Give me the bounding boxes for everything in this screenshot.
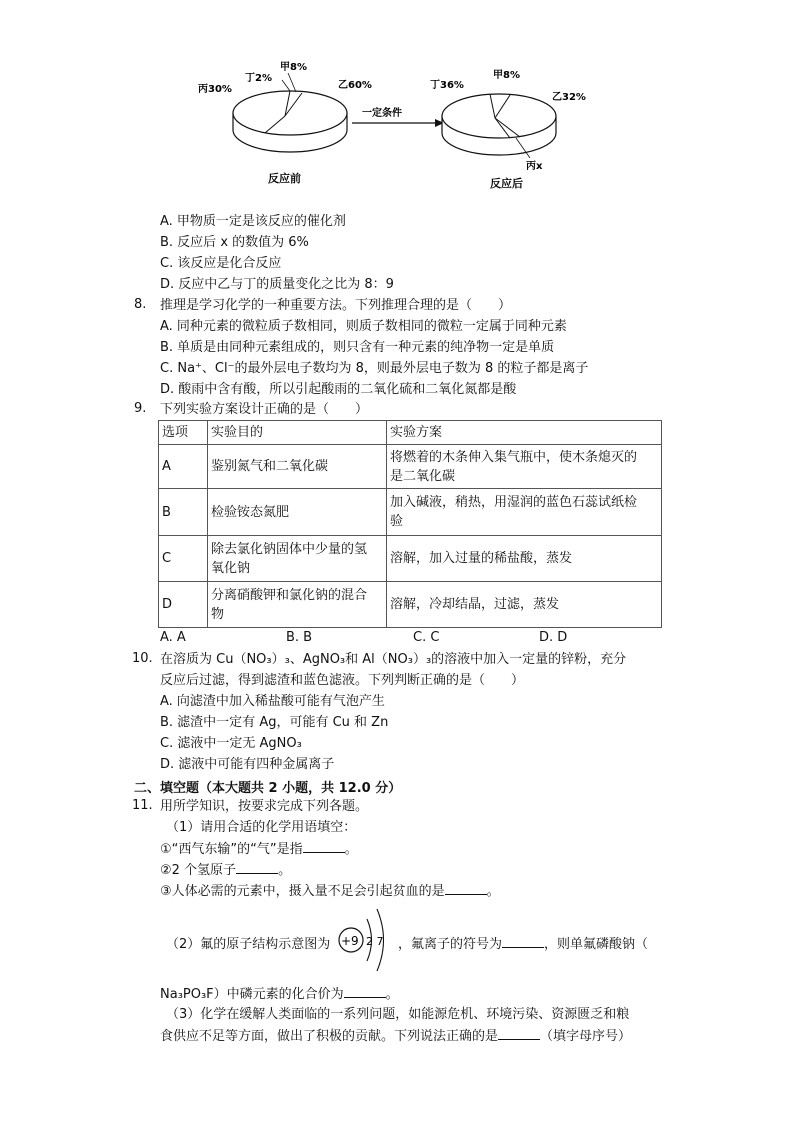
q9-answer-d: D. D: [539, 630, 568, 645]
label-before-bing: 丙30%: [198, 84, 232, 95]
q8-option-a: A. 同种元素的微粒质子数相同，则质子数相同的微粒一定属于同种元素: [160, 319, 567, 334]
row-c-plan: 溶解，加入过量的稀盐酸，蒸发: [387, 536, 662, 582]
pie-before: [233, 73, 347, 152]
row-c-option: C: [159, 536, 208, 582]
q10-option-d: D. 滤液中可能有四种金属离子: [160, 757, 335, 772]
table-row: [159, 582, 662, 628]
answer-blank[interactable]: [498, 1027, 540, 1040]
q9-answer-c: C. C: [413, 630, 440, 645]
label-after-bing: 丙x: [526, 161, 543, 172]
row-a-goal: 鉴别氮气和二氧化碳: [208, 445, 387, 489]
row-d-goal: 分离硝酸钾和氯化钠的混合 物: [208, 582, 387, 628]
q11-stem: 用所学知识，按要求完成下列各题。: [160, 799, 369, 814]
q11-number: 11.: [132, 798, 153, 813]
caption-before: 反应前: [268, 172, 301, 185]
answer-blank[interactable]: [502, 935, 544, 948]
table-header-row: [159, 421, 662, 445]
nucleus-charge: +9: [341, 934, 359, 948]
section-title-fill-in: 二、填空题（本大题共 2 小题，共 12.0 分）: [134, 781, 402, 796]
q7-option-c: C. 该反应是化合反应: [160, 256, 282, 271]
table-row: [159, 489, 662, 536]
caption-after: 反应后: [490, 177, 523, 190]
q10-stem-line1: 在溶质为 Cu（NO₃）₃、AgNO₃和 Al（NO₃）₃的溶液中加入一定量的锌粉，充分: [160, 652, 627, 667]
row-d-plan: 溶解，冷却结晶，过滤，蒸发: [387, 582, 662, 628]
q8-option-c: C. Na⁺、Cl⁻的最外层电子数均为 8，则最外层电子数为 8 的粒子都是离子: [160, 361, 589, 376]
q9-stem: 下列实验方案设计正确的是（ ）: [160, 402, 369, 417]
q7-option-d: D. 反应中乙与丁的质量变化之比为 8：9: [160, 277, 394, 292]
q11-sub2: ②2 个氢原子 。: [160, 863, 292, 878]
answer-blank[interactable]: [445, 882, 487, 895]
q11-part2-line2: Na₃PO₃F）中磷元素的化合价为 。: [160, 987, 399, 1002]
arrow-label: 一定条件: [362, 108, 402, 119]
q10-option-b: B. 滤渣中一定有 Ag，可能有 Cu 和 Zn: [160, 715, 389, 730]
q11-part2-tail: ，氟离子的符号为 ，则单氟磷酸钠（: [398, 937, 649, 952]
q11-part2-text: （2）氟的原子结构示意图为: [166, 937, 331, 952]
pie-after: [442, 94, 556, 158]
q7-option-a: A. 甲物质一定是该反应的催化剂: [160, 214, 346, 229]
label-before-ding: 丁2%: [245, 73, 272, 84]
row-a-plan: 将燃着的木条伸入集气瓶中，使木条熄灭的 是二氧化碳: [387, 445, 662, 489]
experiment-plan-table: [158, 420, 662, 628]
row-d-option: D: [159, 582, 208, 628]
table-row: [159, 536, 662, 582]
answer-blank[interactable]: [303, 840, 345, 853]
label-after-jia: 甲8%: [493, 70, 520, 81]
electron-shells: 2 7: [366, 935, 384, 948]
answer-blank[interactable]: [344, 985, 386, 998]
q8-stem: 推理是学习化学的一种重要方法。下列推理合理的是（ ）: [160, 298, 512, 313]
label-before-yi: 乙60%: [338, 80, 372, 91]
q9-number: 9.: [134, 401, 147, 416]
q11-sub1: ①“西气东输”的“气”是指 。: [160, 842, 358, 857]
q8-option-b: B. 单质是由同种元素组成的，则只含有一种元素的纯净物一定是单质: [160, 340, 555, 355]
q11-part3-line2: 食供应不足等方面，做出了积极的贡献。下列说法正确的是 （填字母序号）: [160, 1029, 632, 1044]
header-plan: 实验方案: [387, 421, 662, 445]
q10-option-a: A. 向滤渣中加入稀盐酸可能有气泡产生: [160, 694, 385, 709]
q9-answer-b: B. B: [286, 630, 313, 645]
q10-option-c: C. 滤液中一定无 AgNO₃: [160, 736, 302, 751]
q11-part1: （1）请用合适的化学用语填空：: [166, 820, 357, 835]
label-before-jia: 甲8%: [280, 62, 307, 73]
table-row: [159, 445, 662, 489]
q8-option-d: D. 酸雨中含有酸，所以引起酸雨的二氧化硫和二氧化氮都是酸: [160, 382, 517, 397]
q10-stem-line2: 反应后过滤，得到滤渣和蓝色滤液。下列判断正确的是（ ）: [160, 673, 525, 688]
label-after-yi: 乙32%: [552, 92, 586, 103]
label-after-ding: 丁36%: [430, 80, 464, 91]
q11-part3-line1: （3）化学在缓解人类面临的一系列问题，如能源危机、环境污染、资源匮乏和粮: [166, 1007, 630, 1022]
row-b-option: B: [159, 489, 208, 536]
answer-blank[interactable]: [236, 861, 278, 874]
q10-number: 10.: [132, 651, 153, 666]
q8-number: 8.: [134, 297, 147, 312]
q9-answer-a: A. A: [160, 630, 186, 645]
row-a-option: A: [159, 445, 208, 489]
q7-option-b: B. 反应后 x 的数值为 6%: [160, 235, 309, 250]
fluorine-atom-structure-diagram: [334, 905, 394, 975]
row-b-plan: 加入碱液，稍热，用湿润的蓝色石蕊试纸检 验: [387, 489, 662, 536]
header-goal: 实验目的: [208, 421, 387, 445]
q11-sub3: ③人体必需的元素中，摄入量不足会引起贫血的是 。: [160, 884, 500, 899]
row-c-goal: 除去氯化钠固体中少量的氢 氧化钠: [208, 536, 387, 582]
reaction-pie-figure: [190, 58, 610, 193]
row-b-goal: 检验铵态氮肥: [208, 489, 387, 536]
header-option: 选项: [159, 421, 208, 445]
